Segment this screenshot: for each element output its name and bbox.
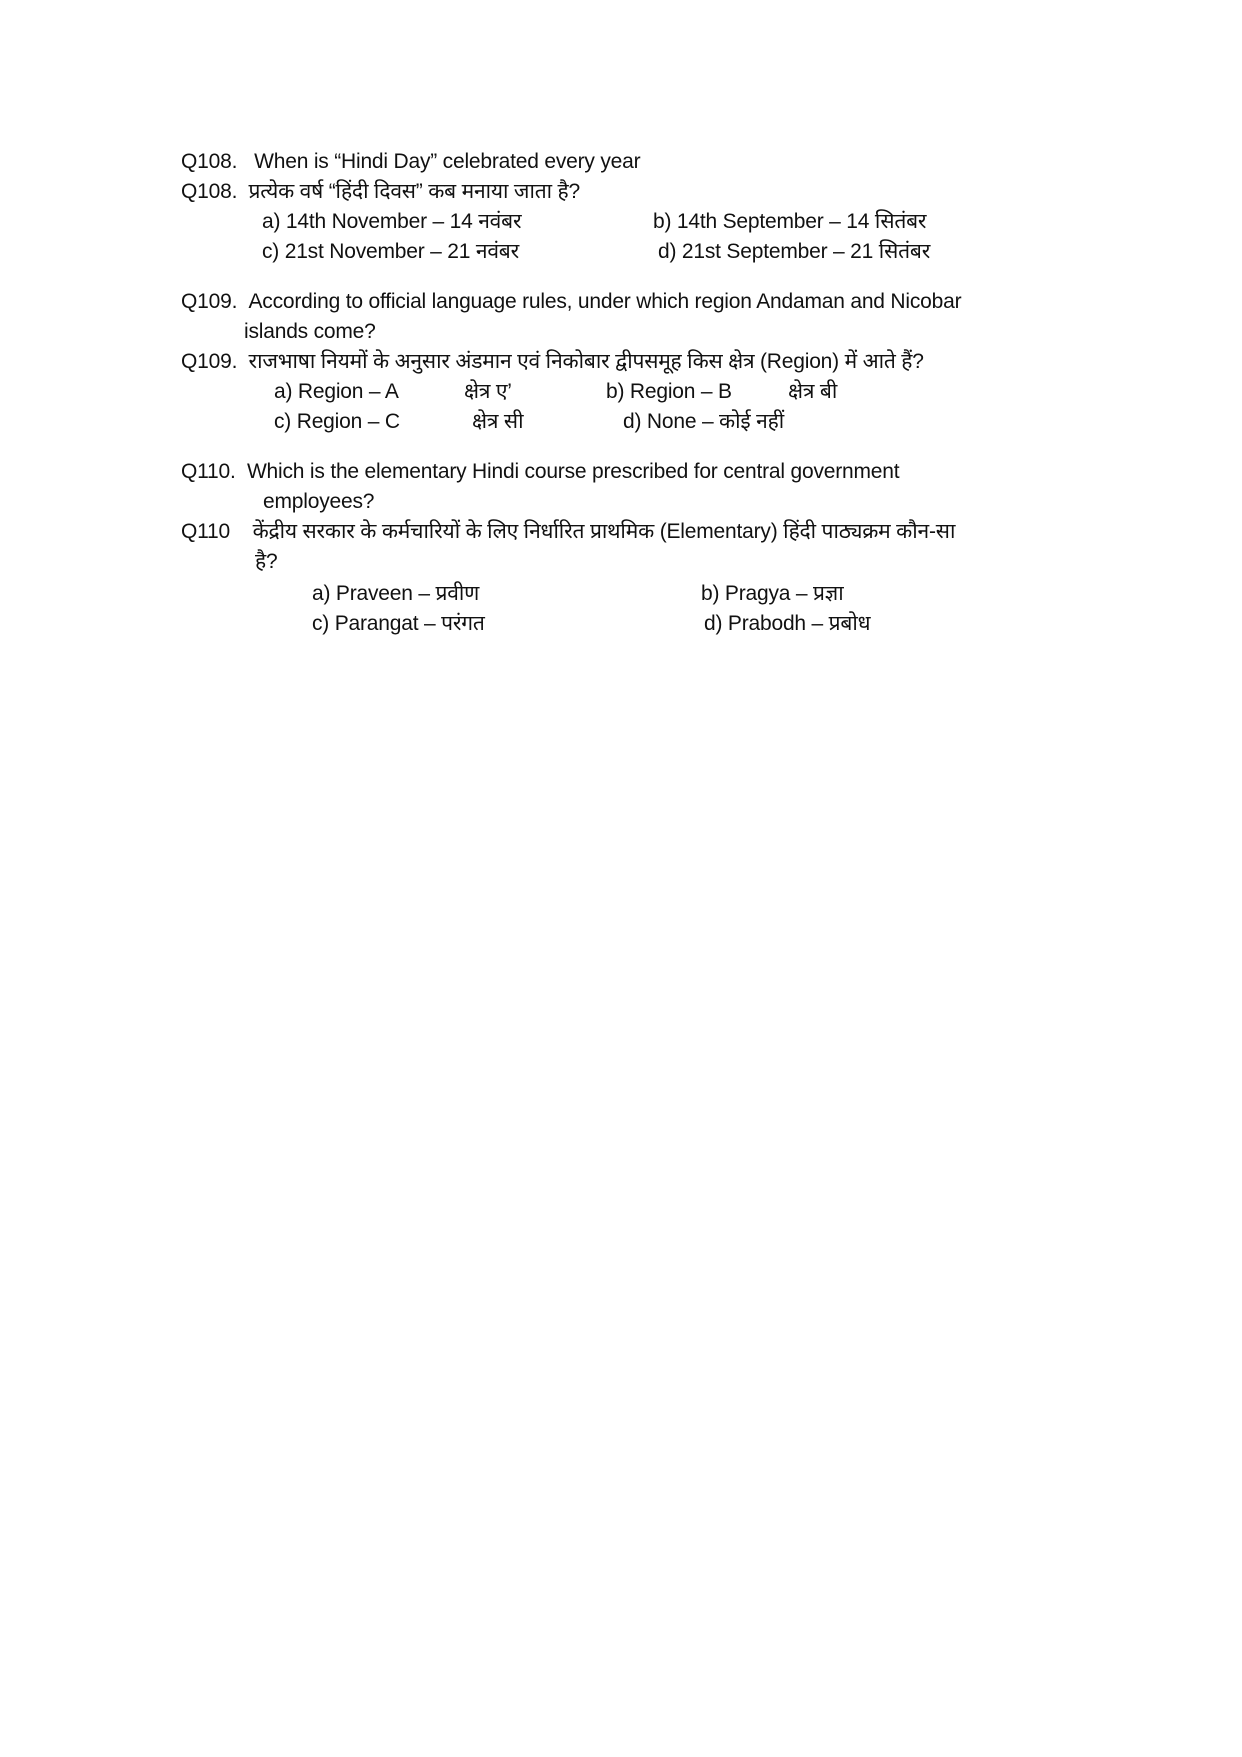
option-b: b) Region – B [606,380,732,403]
option-c-hindi: क्षेत्र सी [472,410,524,433]
question-110-english-cont: employees? [263,490,375,513]
question-108-english [181,148,640,176]
option-b-hindi: क्षेत्र बी [788,380,838,403]
option-a: a) Praveen – प्रवीण [312,582,480,605]
question-number: Q108. [181,180,238,203]
option-a-hindi: क्षेत्र ए’ [464,380,512,403]
question-number: Q109. [181,290,238,313]
option-d: d) Prabodh – प्रबोध [704,612,871,635]
question-110-hindi [181,518,955,546]
option-a: a) 14th November – 14 नवंबर [262,210,522,233]
option-d: d) None – कोई नहीं [623,410,785,433]
question-110-hindi-cont: है? [255,550,278,573]
question-109-english-cont: islands come? [244,320,376,343]
question-number: Q109. [181,350,238,373]
question-108-hindi [181,178,580,206]
question-number: Q110 [181,520,231,543]
question-text-hindi: राजभाषा नियमों के अनुसार अंडमान एवं निकोबार द्वीपसमूह किस क्षेत्र (Region) में आते हैं? [248,350,924,373]
question-text: According to official language rules, under which region Andaman and Nicobar [248,290,962,313]
question-109-hindi [181,348,924,376]
question-text-hindi: केंद्रीय सरकार के कर्मचारियों के लिए निर्धारित प्राथमिक (Elementary) हिंदी पाठ्यक्रम कौन-सा [252,520,956,543]
option-b: b) 14th September – 14 सितंबर [653,210,927,233]
question-text: Which is the elementary Hindi course prescribed for central government [246,460,900,483]
option-c: c) 21st November – 21 नवंबर [262,240,519,263]
option-c: c) Region – C [274,410,400,433]
question-109-english [181,288,961,316]
option-c: c) Parangat – परंगत [312,612,485,635]
question-text: When is “Hindi Day” celebrated every year [254,150,641,173]
question-number: Q108. [181,150,238,173]
option-a: a) Region – A [274,380,399,403]
option-d: d) 21st September – 21 सितंबर [658,240,931,263]
question-number: Q110. [181,460,236,483]
question-text-hindi: प्रत्येक वर्ष “हिंदी दिवस” कब मनाया जाता है? [248,180,580,203]
question-110-english [181,458,899,486]
option-b: b) Pragya – प्रज्ञा [701,582,844,605]
